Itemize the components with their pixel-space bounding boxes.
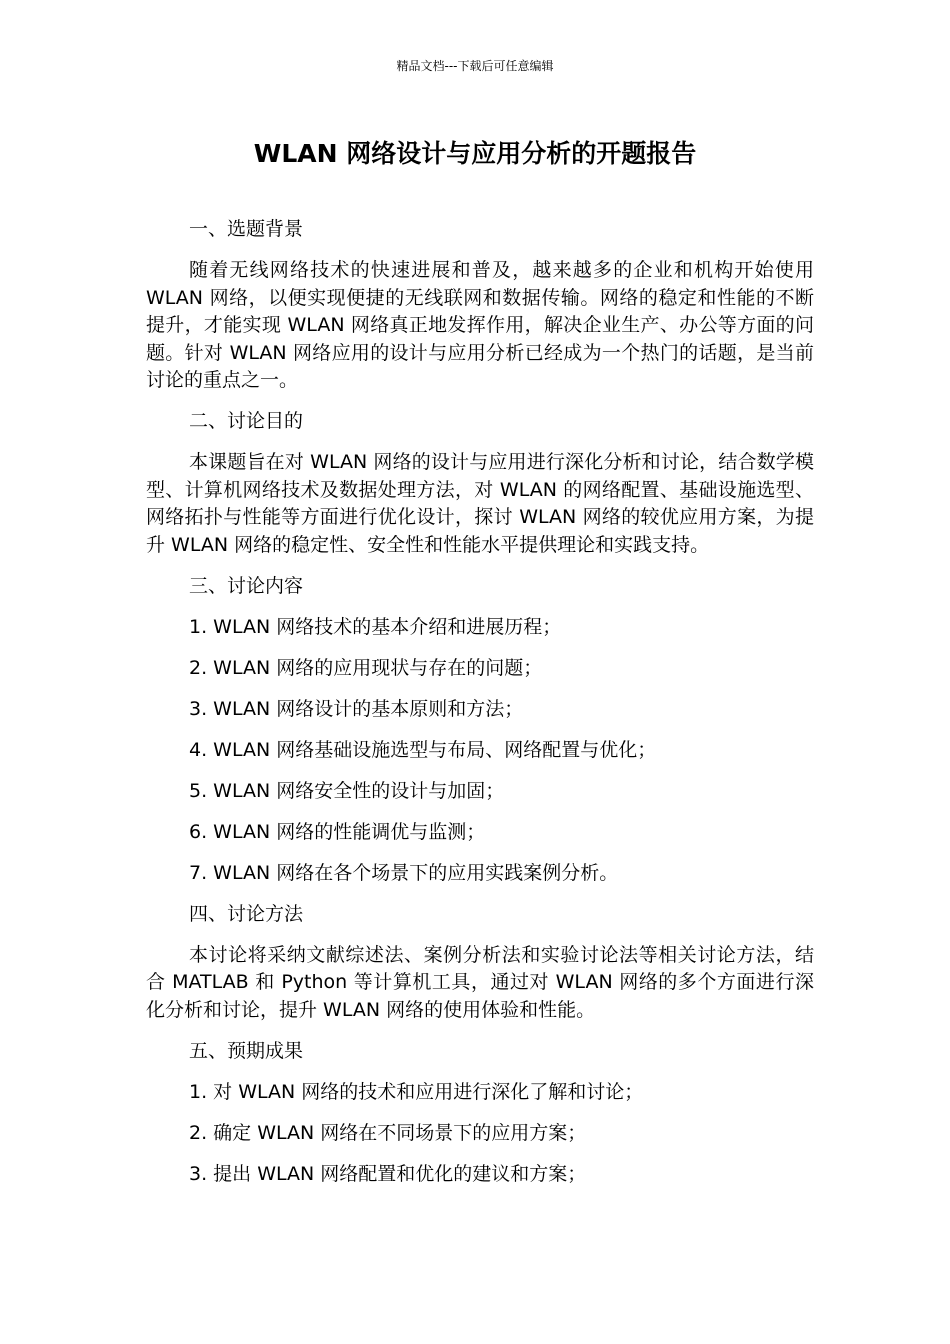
document-title: WLAN 网络设计与应用分析的开题报告: [253, 139, 697, 168]
list-item: 3. 提出 WLAN 网络配置和优化的建议和方案；: [189, 1162, 587, 1185]
list-item: 4. WLAN 网络基础设施选型与布局、网络配置与优化；: [189, 738, 657, 761]
section-heading-content: 三、讨论内容: [189, 574, 304, 597]
page-header-note: 精品文档---下载后可任意编辑: [396, 59, 554, 73]
list-item: 6. WLAN 网络的性能调优与监测；: [189, 820, 486, 843]
section-heading-method: 四、讨论方法: [189, 902, 304, 925]
paragraph-purpose: 本课题旨在对 WLAN 网络的设计与应用进行深化分析和讨论，结合数学模型、计算机网络技术及数据处理方法，对 WLAN 的网络配置、基础设施选型、网络拓扑与性能等方面进行优化设计，探讨 WLAN 网络的较优应用方案，为提升 WLAN 网络的稳定性、安全性和性能水平提供理论和实践支持。: [146, 451, 814, 556]
section-heading-results: 五、预期成果: [189, 1039, 304, 1062]
document-body: [146, 216, 814, 1202]
list-item: 2. WLAN 网络的应用现状与存在的问题；: [189, 656, 543, 679]
list-item: 7. WLAN 网络在各个场景下的应用实践案例分析。: [189, 861, 619, 884]
list-item: 5. WLAN 网络安全性的设计与加固；: [189, 779, 505, 802]
list-item: 1. WLAN 网络技术的基本介绍和进展历程；: [189, 615, 562, 638]
section-heading-purpose: 二、讨论目的: [189, 410, 304, 432]
paragraph-method: 本讨论将采纳文献综述法、案例分析法和实验讨论法等相关讨论方法，结合 MATLAB 和 Python 等计算机工具，通过对 WLAN 网络的多个方面进行深化分析和讨论，提升 WLAN 网络的使用体验和性能。: [146, 943, 814, 1021]
list-item: 1. 对 WLAN 网络的技术和应用进行深化了解和讨论；: [189, 1080, 644, 1103]
paragraph-background: 随着无线网络技术的快速进展和普及，越来越多的企业和机构开始使用 WLAN 网络，以便实现便捷的无线联网和数据传输。网络的稳定和性能的不断提升，才能实现 WLAN 网络真正地发挥作用，解决企业生产、办公等方面的问题。针对 WLAN 网络应用的设计与应用分析已经成为一个热门的话题，是当前讨论的重点之一。: [146, 259, 814, 391]
list-item: 2. 确定 WLAN 网络在不同场景下的应用方案；: [189, 1121, 587, 1144]
list-item: 3. WLAN 网络设计的基本原则和方法；: [189, 697, 524, 720]
section-heading-background: 一、选题背景: [189, 218, 304, 240]
